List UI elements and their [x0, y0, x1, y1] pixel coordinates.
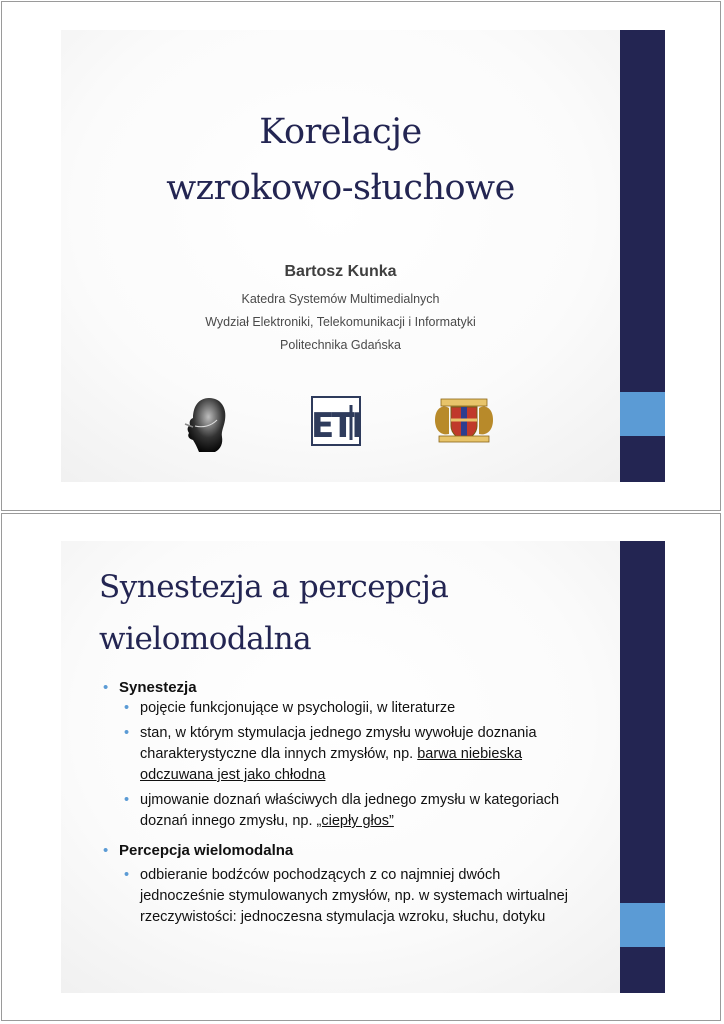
- sub-bullet-text: stan, w którym stymulacja jednego zmysłu wywołuje doznania: [140, 725, 537, 741]
- sub-bullet: [99, 723, 619, 786]
- title-line-2: wzrokowo-słuchowe: [166, 168, 515, 208]
- bullet-dot: •: [124, 867, 130, 883]
- sub-bullet-text: pojęcie funkcjonujące w psychologii, w literaturze: [140, 700, 456, 716]
- affiliation-university: Politechnika Gdańska: [280, 338, 401, 352]
- bullet-dot: •: [103, 842, 109, 859]
- side-bar-accent: [620, 903, 665, 947]
- bullet-percepcja: [99, 840, 619, 861]
- title-line-2: wielomodalna: [99, 621, 312, 657]
- underlined-example: barwa niebieska: [417, 746, 523, 762]
- university-crest-logo: [431, 398, 497, 444]
- title-slide: [61, 30, 665, 482]
- title-line-1: Synestezja a percepcja: [99, 569, 449, 605]
- eti-logo-text: ETI: [311, 406, 361, 446]
- sub-bullet-text: ujmowanie doznań właściwych dla jednego zmysłu w kategoriach: [140, 792, 560, 808]
- sub-bullet-text: rzeczywistości: jednoczesna stymulacja wzroku, słuchu, dotyku: [140, 909, 546, 925]
- logos-row: [61, 392, 620, 454]
- sub-bullet: [99, 865, 619, 928]
- slide-title: [61, 104, 620, 216]
- sub-bullet-text: odbieranie bodźców pochodzących z co najmniej dwóch: [140, 867, 501, 883]
- sub-bullet-text: doznań innego zmysłu, np.: [140, 813, 317, 829]
- bullet-dot: •: [124, 725, 130, 741]
- bullet-synestezja: [99, 677, 619, 698]
- page-1: [1, 1, 721, 511]
- slide-content: [99, 677, 619, 928]
- sub-bullet: [99, 698, 619, 719]
- author-name: Bartosz Kunka: [284, 263, 397, 280]
- underlined-example: odczuwana jest jako chłodna: [140, 767, 326, 783]
- sub-bullet: [99, 790, 619, 832]
- affiliation-department: Katedra Systemów Multimedialnych: [241, 292, 440, 306]
- page-2: [1, 513, 721, 1021]
- bullet-dot: •: [103, 679, 109, 696]
- title-line-1: Korelacje: [259, 112, 422, 152]
- bullet-dot: •: [124, 700, 130, 716]
- affiliation-faculty: Wydział Elektroniki, Telekomunikacji i Informatyki: [205, 315, 476, 329]
- head-silhouette-logo: [181, 396, 229, 454]
- eti-logo: [311, 396, 361, 446]
- underlined-example: „ciepły głos”: [316, 813, 394, 829]
- slide-title: [99, 561, 599, 665]
- sub-bullet-text: jednocześnie stymulowanych zmysłów, np. w systemach wirtualnej: [140, 888, 568, 904]
- bullet-dot: •: [124, 792, 130, 808]
- content-slide: [61, 541, 665, 993]
- bullet-heading: Percepcja wielomodalna: [119, 842, 294, 859]
- bullet-heading: Synestezja: [119, 679, 197, 696]
- sub-bullet-text: charakterystyczne dla innych zmysłów, np.: [140, 746, 418, 762]
- side-bar-accent: [620, 392, 665, 436]
